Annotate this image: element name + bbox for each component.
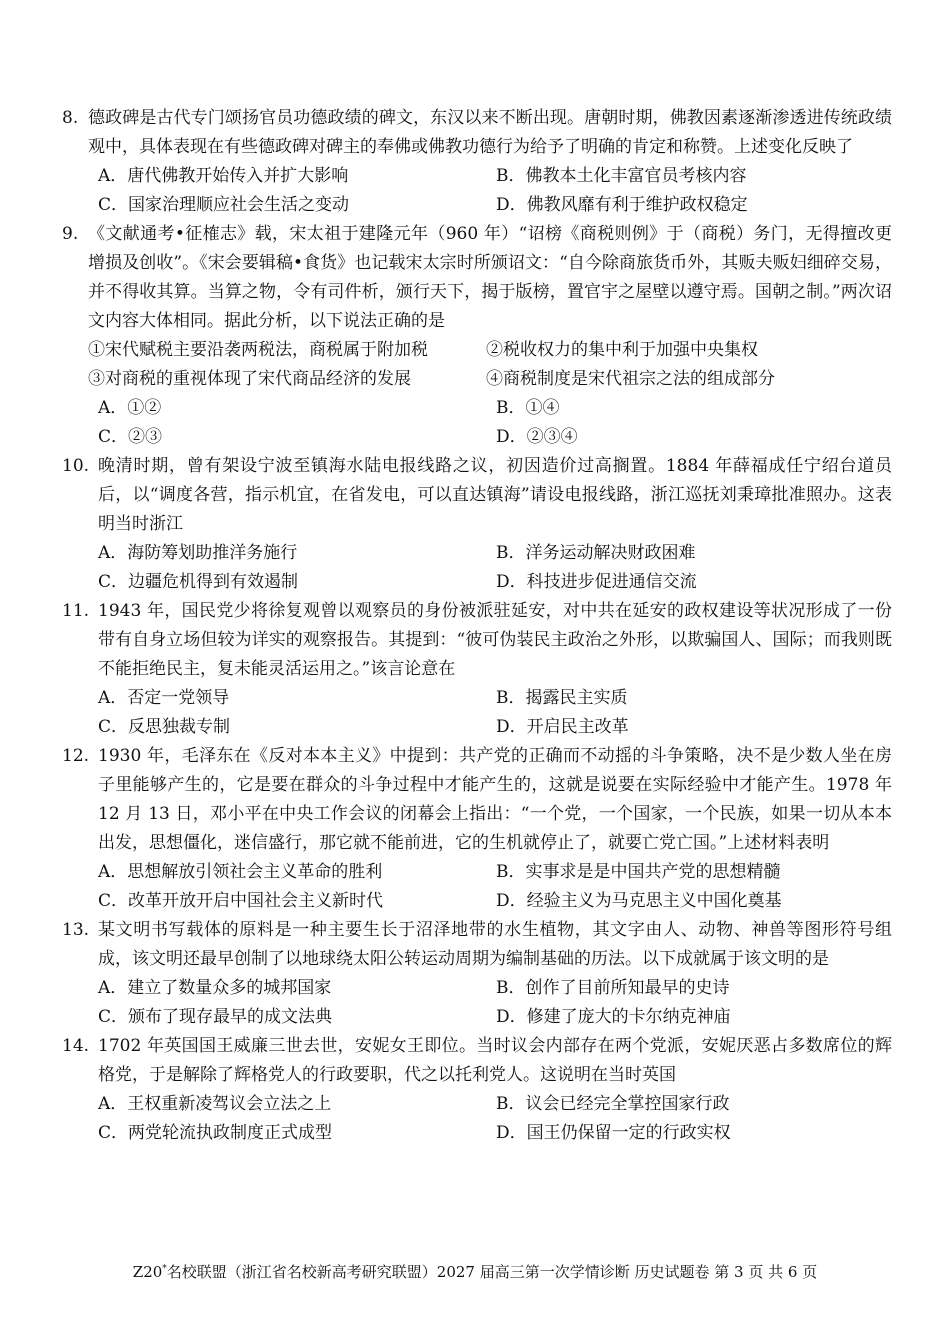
question-stem: 《文献通考•征榷志》载，宋太祖于建隆元年（960 年）“诏榜《商税则例》于（商税）务门，无得擅改更增损及创收”。《宋会要辑稿•食货》也记载宋太宗时所颁诏文：“自今除商旅货币外，其贩夫贩妇细碎交易，并不得收其算。当算之物，令有司件析，颁行天下，揭于版榜，置官宇之屋壁以遵守焉。国朝之制。”两次诏文内容大体相同。据此分析，以下说法正确的是 bbox=[88, 224, 892, 331]
statement-2: ②税收权力的集中利于加强中央集权 bbox=[486, 340, 758, 360]
question-stem: 某文明书写载体的原料是一种主要生长于沼泽地带的水生植物，其文字由人、动物、神兽等图形符号组成，该文明还最早创制了以地球绕太阳公转运动周期为编制基础的历法。以下成就属于该文明的是 bbox=[98, 920, 892, 969]
option-d: D．修建了庞大的卡尔纳克神庙 bbox=[496, 1007, 731, 1027]
options bbox=[62, 858, 892, 916]
option-d: D．②③④ bbox=[496, 427, 578, 447]
question-number: 11. bbox=[62, 601, 90, 621]
exam-page bbox=[62, 104, 892, 1148]
option-b: B．佛教本土化丰富官员考核内容 bbox=[496, 166, 747, 186]
option-c: C．改革开放开启中国社会主义新时代 bbox=[98, 891, 384, 911]
option-a: A．否定一党领导 bbox=[98, 688, 230, 708]
question-12 bbox=[62, 742, 892, 916]
question-number: 9. bbox=[62, 224, 79, 244]
options bbox=[62, 162, 892, 220]
option-a: A．王权重新凌驾议会立法之上 bbox=[98, 1094, 332, 1114]
question-stem: 德政碑是古代专门颂扬官员功德政绩的碑文，东汉以来不断出现。唐朝时期，佛教因素逐渐渗透进传统政绩观中，具体表现在有些德政碑对碑主的奉佛或佛教功德行为给予了明确的肯定和称赞。上述变化反映了 bbox=[88, 108, 892, 157]
question-number: 14. bbox=[62, 1036, 90, 1056]
option-b: B．创作了目前所知最早的史诗 bbox=[496, 978, 730, 998]
question-stem: 1943 年，国民党少将徐复观曾以观察员的身份被派驻延安，对中共在延安的政权建设等状况形成了一份带有自身立场但较为详实的观察报告。其提到：“彼可伪装民主政治之外形，以欺骗国人、国际；而我则既不能拒绝民主，复未能灵活运用之。”该言论意在 bbox=[98, 601, 892, 679]
option-c: C．国家治理顺应社会生活之变动 bbox=[98, 195, 350, 215]
page-footer bbox=[0, 1258, 950, 1283]
option-d: D．开启民主改革 bbox=[496, 717, 629, 737]
options bbox=[62, 394, 892, 452]
question-number: 13. bbox=[62, 920, 90, 940]
option-a: A．海防筹划助推洋务施行 bbox=[98, 543, 298, 563]
option-a: A．思想解放引领社会主义革命的胜利 bbox=[98, 862, 383, 882]
question-11 bbox=[62, 597, 892, 742]
option-c: C．②③ bbox=[98, 427, 163, 447]
question-stem: 1930 年，毛泽东在《反对本本主义》中提到：共产党的正确而不动摇的斗争策略，决不是少数人坐在房子里能够产生的，它是要在群众的斗争过程中才能产生的，这就是说要在实际经验中才能产生。1978 年 12 月 13 日，邓小平在中央工作会议的闭幕会上指出：“一个党，一个国家，一个民族，如果一切从本本出发，思想僵化，迷信盛行，那它就不能前进，它的生机就停止了，就要亡党亡国。”上述材料表明 bbox=[98, 746, 892, 853]
footer-sup: * bbox=[162, 1264, 167, 1274]
statement-3: ③对商税的重视体现了宋代商品经济的发展 bbox=[88, 369, 411, 389]
statement-4: ④商税制度是宋代祖宗之法的组成部分 bbox=[486, 369, 775, 389]
options bbox=[62, 974, 892, 1032]
option-b: B．洋务运动解决财政困难 bbox=[496, 543, 696, 563]
option-c: C．反思独裁专制 bbox=[98, 717, 231, 737]
option-c: C．两党轮流执政制度正式成型 bbox=[98, 1123, 333, 1143]
option-d: D．国王仍保留一定的行政实权 bbox=[496, 1123, 731, 1143]
option-b: B．①④ bbox=[496, 398, 560, 418]
option-d: D．佛教风靡有利于维护政权稳定 bbox=[496, 195, 748, 215]
options bbox=[62, 684, 892, 742]
option-b: B．揭露民主实质 bbox=[496, 688, 628, 708]
option-b: B．实事求是是中国共产党的思想精髓 bbox=[496, 862, 781, 882]
question-number: 12. bbox=[62, 746, 90, 766]
question-stem: 晚清时期，曾有架设宁波至镇海水陆电报线路之议，初因造价过高搁置。1884 年薛福成任宁绍台道员后，以“调度各营，指示机宜，在省发电，可以直达镇海”请设电报线路，浙江巡抚刘秉璋批准照办。这表明当时浙江 bbox=[98, 456, 892, 534]
option-a: A．①② bbox=[98, 398, 162, 418]
question-9 bbox=[62, 220, 892, 452]
option-a: A．唐代佛教开始传入并扩大影响 bbox=[98, 166, 349, 186]
option-b: B．议会已经完全掌控国家行政 bbox=[496, 1094, 730, 1114]
options bbox=[62, 1090, 892, 1148]
question-13 bbox=[62, 916, 892, 1032]
option-c: C．边疆危机得到有效遏制 bbox=[98, 572, 299, 592]
question-14 bbox=[62, 1032, 892, 1148]
question-number: 8. bbox=[62, 108, 79, 128]
footer-text: 名校联盟（浙江省名校新高考研究联盟）2027 届高三第一次学情诊断 历史试题卷 第 3 页 共 6 页 bbox=[166, 1263, 818, 1281]
question-stem: 1702 年英国国王威廉三世去世，安妮女王即位。当时议会内部存在两个党派，安妮厌恶占多数席位的辉格党，于是解除了辉格党人的行政要职，代之以托利党人。这说明在当时英国 bbox=[98, 1036, 892, 1085]
question-number: 10. bbox=[62, 456, 90, 476]
options bbox=[62, 539, 892, 597]
option-d: D．经验主义为马克思主义中国化奠基 bbox=[496, 891, 782, 911]
option-a: A．建立了数量众多的城邦国家 bbox=[98, 978, 332, 998]
question-10 bbox=[62, 452, 892, 597]
option-c: C．颁布了现存最早的成文法典 bbox=[98, 1007, 333, 1027]
statement-1: ①宋代赋税主要沿袭两税法，商税属于附加税 bbox=[88, 340, 428, 360]
option-d: D．科技进步促进通信交流 bbox=[496, 572, 697, 592]
question-8 bbox=[62, 104, 892, 220]
footer-prefix: Z20 bbox=[132, 1263, 163, 1281]
statements bbox=[62, 336, 892, 394]
